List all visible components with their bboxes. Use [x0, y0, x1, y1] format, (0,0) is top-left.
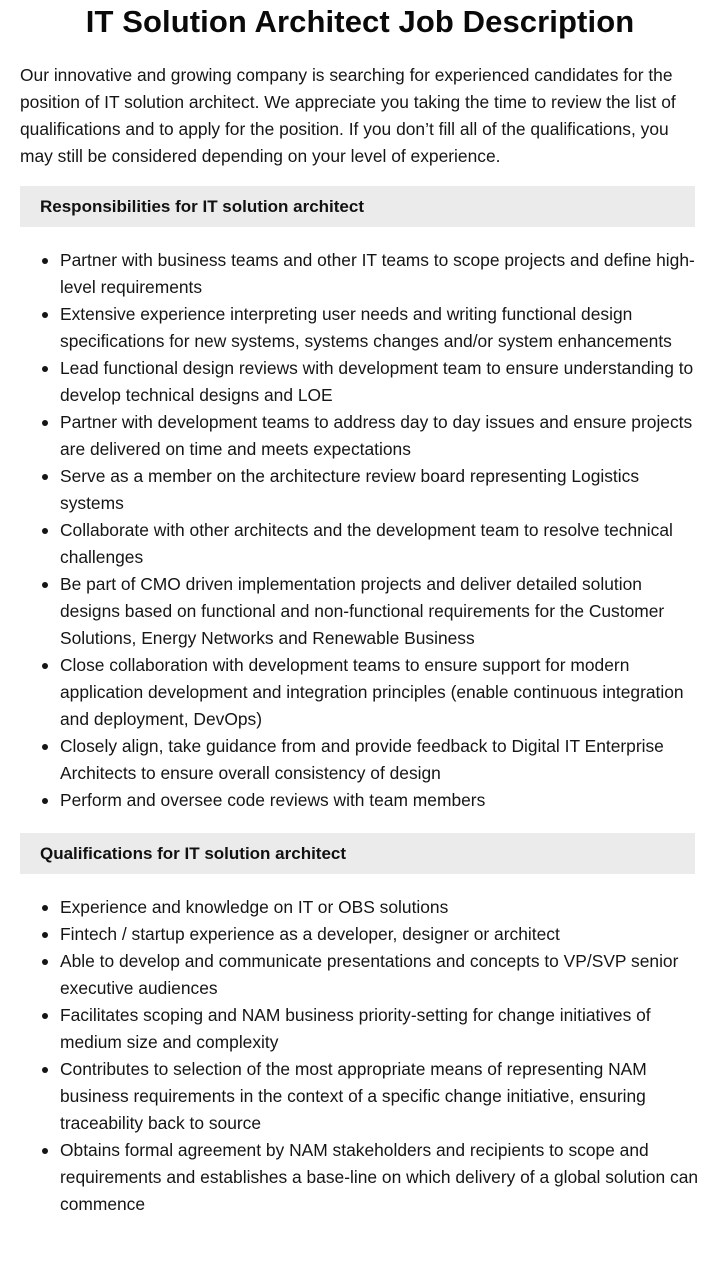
bullet-icon — [42, 528, 48, 534]
list-item — [0, 301, 720, 355]
list-item — [0, 921, 720, 948]
list-item-text: Facilitates scoping and NAM business priority-setting for change initiatives of medium size and complexity — [60, 1005, 651, 1052]
list-item — [0, 652, 720, 733]
list-item — [0, 463, 720, 517]
list-item — [0, 1002, 720, 1056]
list-item-text: Obtains formal agreement by NAM stakeholders and recipients to scope and requirements and establishes a base-line on which delivery of a global solution can commence — [60, 1140, 699, 1214]
list-item-text: Perform and oversee code reviews with team members — [60, 790, 486, 810]
list-item-text: Extensive experience interpreting user needs and writing functional design specifications for new systems, systems changes and/or system enhancements — [60, 304, 672, 351]
bullet-icon — [42, 312, 48, 318]
bullet-icon — [42, 1013, 48, 1019]
list-item-text: Experience and knowledge on IT or OBS solutions — [60, 897, 449, 917]
bullet-icon — [42, 1148, 48, 1154]
list-item-text: Serve as a member on the architecture review board representing Logistics systems — [60, 466, 640, 513]
list-item — [0, 571, 720, 652]
list-item-text: Partner with development teams to address day to day issues and ensure projects are delivered on time and meets expectations — [60, 412, 693, 459]
bullet-icon — [42, 258, 48, 264]
bullet-icon — [42, 420, 48, 426]
page-title: IT Solution Architect Job Description — [85, 4, 635, 39]
bullet-icon — [42, 366, 48, 372]
bullet-icon — [42, 744, 48, 750]
list-item — [0, 894, 720, 921]
list-item — [0, 1137, 720, 1218]
bullet-icon — [42, 582, 48, 588]
list-item — [0, 787, 720, 814]
list-item-text: Be part of CMO driven implementation projects and deliver detailed solution designs based on functional and non-functional requirements for the Customer Solutions, Energy Networks and Renewable Business — [60, 574, 665, 648]
bullet-icon — [42, 1067, 48, 1073]
responsibilities-list — [0, 247, 720, 814]
list-item-text: Collaborate with other architects and the development team to resolve technical challenges — [60, 520, 673, 567]
list-item-text: Closely align, take guidance from and provide feedback to Digital IT Enterprise Architects to ensure overall consistency of design — [60, 736, 664, 783]
bullet-icon — [42, 474, 48, 480]
list-item — [0, 948, 720, 1002]
bullet-icon — [42, 663, 48, 669]
bullet-icon — [42, 798, 48, 804]
list-item-text: Partner with business teams and other IT teams to scope projects and define high-level requirements — [60, 250, 695, 297]
qualifications-list — [0, 894, 720, 1218]
list-item — [0, 247, 720, 301]
bullet-icon — [42, 932, 48, 938]
list-item — [0, 355, 720, 409]
qualifications-heading: Qualifications for IT solution architect — [20, 833, 695, 874]
intro-paragraph: Our innovative and growing company is searching for experienced candidates for the position of IT solution architect. We appreciate you taking the time to review the list of qualifications and to apply for the position. If you don’t fill all of the qualifications, you may still be considered depending on your level of experience. — [20, 65, 676, 166]
list-item-text: Lead functional design reviews with development team to ensure understanding to develop technical designs and LOE — [60, 358, 694, 405]
list-item — [0, 409, 720, 463]
list-item-text: Able to develop and communicate presentations and concepts to VP/SVP senior executive audiences — [60, 951, 679, 998]
list-item-text: Close collaboration with development teams to ensure support for modern application development and integration principles (enable continuous integration and deployment, DevOps) — [60, 655, 684, 729]
list-item-text: Contributes to selection of the most appropriate means of representing NAM business requirements in the context of a specific change initiative, ensuring traceability back to source — [60, 1059, 647, 1133]
list-item — [0, 1056, 720, 1137]
list-item — [0, 733, 720, 787]
bullet-icon — [42, 959, 48, 965]
bullet-icon — [42, 905, 48, 911]
responsibilities-heading: Responsibilities for IT solution architect — [20, 186, 695, 227]
list-item-text: Fintech / startup experience as a developer, designer or architect — [60, 924, 560, 944]
list-item — [0, 517, 720, 571]
